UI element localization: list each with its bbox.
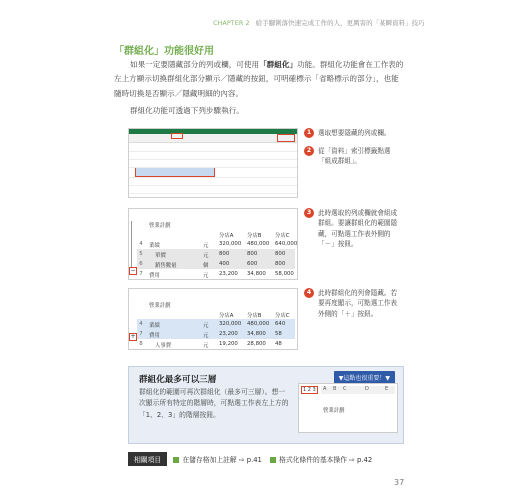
related-items (128, 452, 372, 466)
section-title: 「群組化」功能很好用 (114, 46, 214, 57)
row-label: 業績 (149, 323, 160, 329)
row-unit: 元 (203, 323, 209, 329)
figure-1-screenshot (128, 128, 298, 198)
cell-a: 23,200 (219, 331, 238, 337)
col-c: C (343, 386, 347, 392)
cell-c: 640,000 (275, 241, 298, 247)
cell-a: 19,200 (219, 341, 238, 347)
cell-a: 800 (219, 251, 230, 257)
intro-part2: 功能。群組化功能會在工作表的左上方顯示切換群組化部分顯示／隱藏的按鈕，可明確標示「省略標示的部分」，也能隨時切換是否顯示／隱藏明細的內容。 (114, 60, 404, 98)
fig2-title: 營業計劃 (149, 223, 171, 229)
callout-1-text: 選取想要隱藏的列或欄。 (318, 129, 391, 137)
intro-part1: 如果一定要隱藏部分的列或欄，可使用 (130, 60, 260, 69)
cell-a: 320,000 (219, 241, 242, 247)
fig3-header-row (137, 309, 295, 319)
chapter-label: CHAPTER 2 (213, 19, 250, 27)
col-a: A (323, 386, 327, 392)
group-bracket (131, 221, 136, 273)
related-link-2[interactable]: 格式化條件的基本操作 ⇨ p.42 (279, 456, 373, 464)
callout-2-number: 2 (304, 146, 314, 156)
cell-a: 320,000 (219, 321, 242, 327)
cell-a: 23,200 (219, 271, 238, 277)
callout-2-text: 從「資料」索引標籤點選「組成群組」。 (318, 147, 391, 166)
col-d: D (365, 386, 369, 392)
row-number: 7 (139, 271, 143, 277)
row-label: 費用 (149, 273, 160, 279)
cell-c: 58,000 (275, 271, 294, 277)
cell-b: 34,800 (247, 271, 266, 277)
tip-box (128, 366, 404, 444)
row-label: 人事費 (155, 343, 172, 349)
collapse-button[interactable]: − (130, 267, 136, 274)
row-number: 4 (139, 321, 143, 327)
tip-fig-title: 營業計劃 (323, 408, 345, 414)
tip-title: 群組化最多可以三層 (139, 375, 217, 385)
row-number: 4 (139, 241, 143, 247)
fig2-col-a: 分店A (219, 233, 234, 239)
intro-bold: 「群組化」 (259, 60, 298, 69)
table-row (137, 249, 295, 259)
callout-3-text: 此時選取的列或欄就會組成群組。要讓群組化的範圍隱藏，可點選工作表外側的「－」按鈕。 (318, 209, 398, 249)
cell-c: 800 (275, 251, 286, 257)
col-e: E (385, 386, 389, 392)
table-row (137, 339, 295, 349)
row-label: 銷售數量 (155, 263, 177, 269)
cell-c: 58 (275, 331, 282, 337)
row-unit: 元 (203, 343, 209, 349)
intro-paragraph (114, 58, 404, 101)
cell-b: 480,000 (247, 321, 270, 327)
cell-b: 34,800 (247, 331, 266, 337)
cell-c: 48 (275, 341, 282, 347)
row-unit: 個 (203, 263, 209, 269)
related-link-1[interactable]: 在儲存格加上註解 ⇨ p.41 (182, 456, 262, 464)
row-number: 6 (139, 261, 143, 267)
fig2-header-row (137, 229, 295, 239)
header-text: 給手腳俐落快速完成工作的人，更厲害的「某瞬資料」技巧 (255, 19, 425, 27)
fig3-title: 營業計劃 (149, 303, 171, 309)
tip-tag: ▼這點也很重要！▼ (334, 371, 395, 384)
col-b: B (333, 386, 337, 392)
figure-3-collapsed (128, 288, 298, 350)
cell-b: 800 (247, 251, 258, 257)
table-row (137, 259, 295, 269)
cell-c: 800 (275, 261, 286, 267)
cell-b: 600 (247, 261, 258, 267)
expand-button[interactable]: + (130, 333, 136, 340)
figure-2-grouped (128, 208, 298, 280)
cell-b: 480,000 (247, 241, 270, 247)
table-row (137, 319, 295, 329)
row-label: 單價 (155, 253, 166, 259)
steps-paragraph: 群組化功能可透過下列步驟執行。 (130, 106, 244, 115)
fig3-col-a: 分店A (219, 313, 234, 319)
page-header (213, 18, 425, 27)
table-row (137, 329, 295, 339)
cell-b: 28,800 (247, 341, 266, 347)
bullet-icon (173, 457, 179, 463)
row-unit: 元 (203, 253, 209, 259)
row-unit: 元 (203, 333, 209, 339)
data-tab-highlight (171, 133, 183, 139)
row-number: 8 (139, 341, 143, 347)
group-button-highlight (277, 134, 295, 142)
fig3-title-row (137, 299, 295, 309)
bullet-icon (270, 457, 276, 463)
callout-4-text: 此時群組化的列會隱藏。若要再度顯示，可點選工作表外側的「＋」按鈕。 (318, 289, 398, 318)
callout-4-number: 4 (304, 288, 314, 298)
tip-column-header (321, 386, 395, 394)
callout-3-number: 3 (304, 208, 314, 218)
fig3-col-b: 分店B (247, 313, 262, 319)
callout-1 (304, 128, 404, 138)
cell-a: 400 (219, 261, 230, 267)
related-tag: 相關項目 (128, 452, 167, 466)
callout-3 (304, 208, 404, 250)
row-number: 7 (139, 331, 143, 337)
fig2-title-row (137, 219, 295, 229)
table-row (137, 239, 298, 249)
row-unit: 元 (203, 273, 209, 279)
table-row (137, 269, 295, 279)
excel-ribbon (129, 134, 297, 143)
page-number: 37 (394, 478, 405, 487)
selected-rows (135, 167, 215, 177)
fig2-col-c: 分店C (275, 233, 290, 239)
cell-c: 640 (275, 321, 286, 327)
row-number: 5 (139, 251, 143, 257)
callout-1-number: 1 (304, 128, 314, 138)
callout-2 (304, 146, 404, 167)
callout-4 (304, 288, 404, 319)
row-unit: 元 (203, 243, 209, 249)
tip-text: 群組化的範圍可再次群組化（最多可三層）。想一次顯示所有特定的階層時，可點選工作表左上方的「1、2、3」的階層按鈕。 (139, 388, 289, 419)
row-label: 費用 (149, 333, 160, 339)
fig3-col-c: 分店C (275, 313, 290, 319)
tip-figure (298, 383, 398, 433)
fig2-col-b: 分店B (247, 233, 262, 239)
level-buttons[interactable]: 1 2 3 (303, 387, 316, 393)
row-label: 業績 (149, 243, 160, 249)
